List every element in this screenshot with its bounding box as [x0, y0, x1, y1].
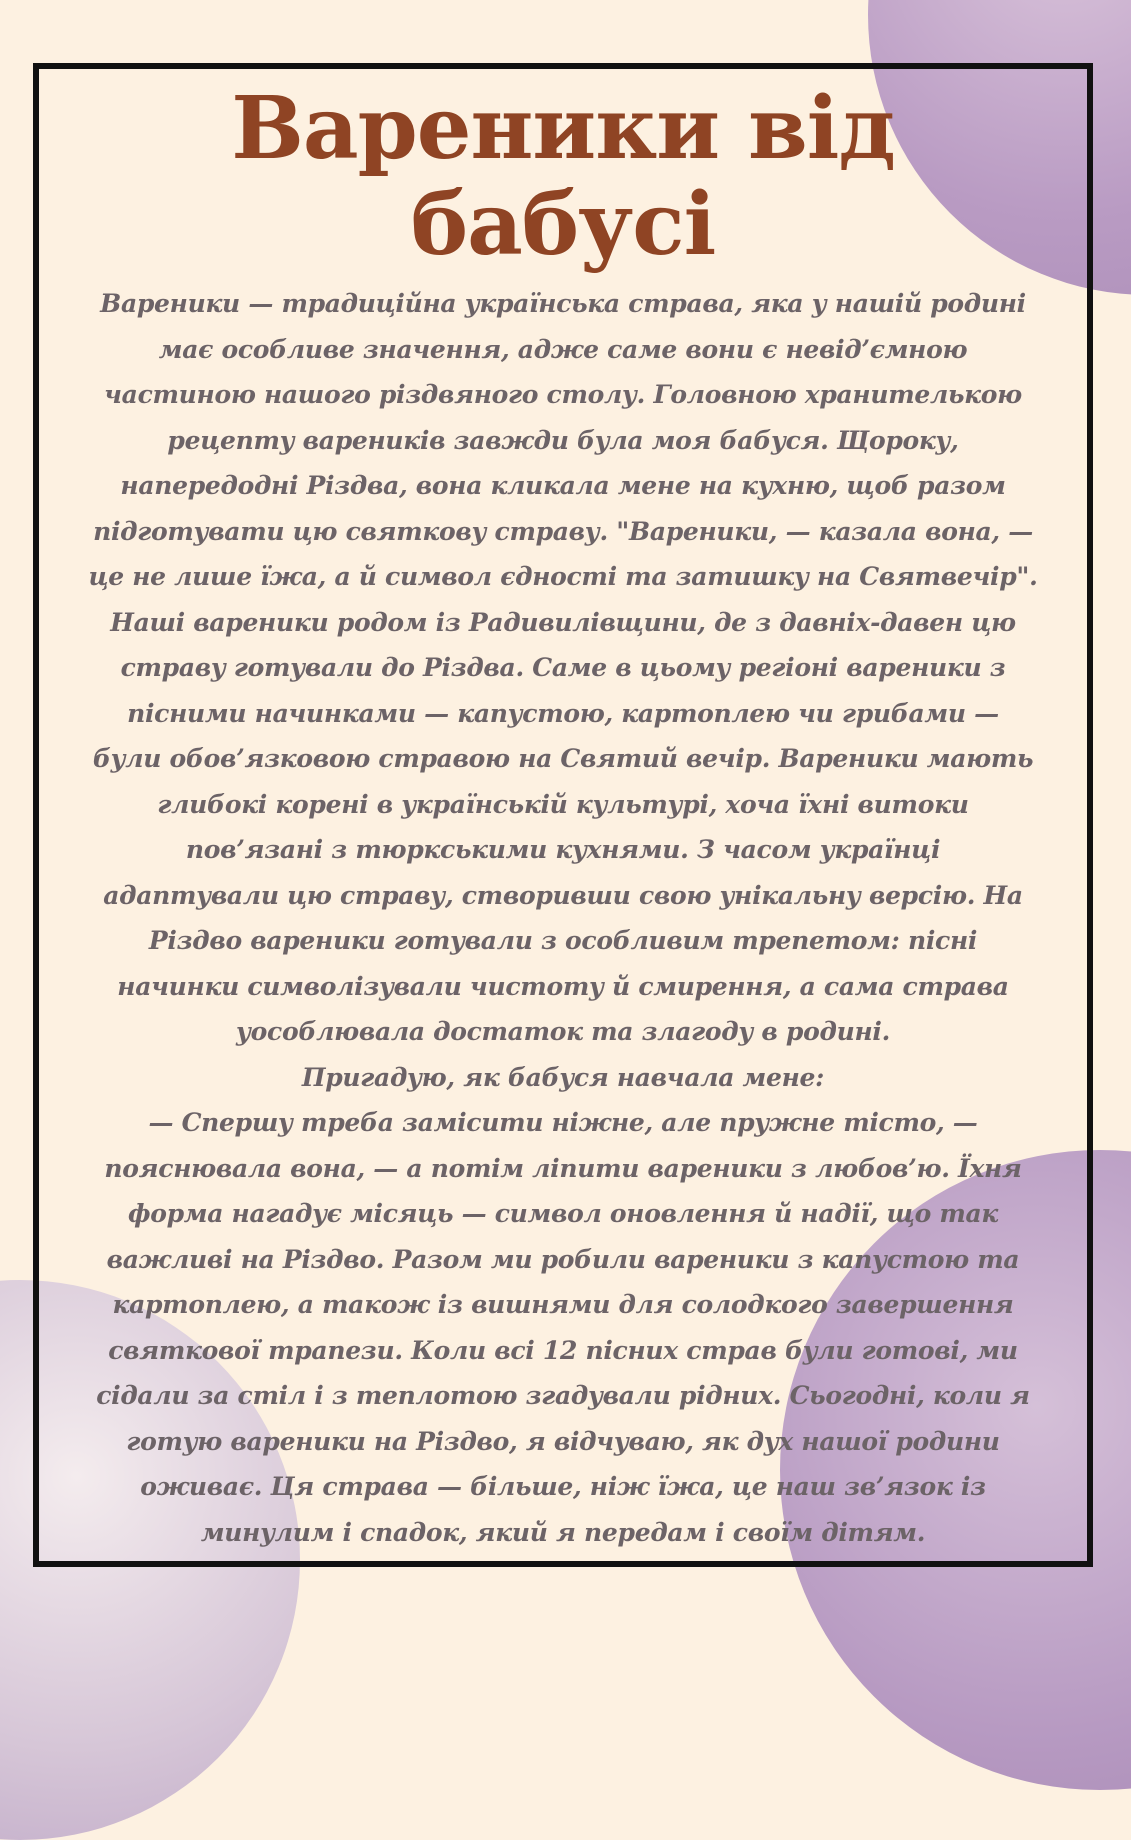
text-line: уособлювала достаток та злагоду в родині.	[236, 1017, 890, 1046]
text-line: глибокі корені в українській культурі, хоча їхні витоки	[157, 789, 969, 819]
text-line: готую вареники на Різдво, я відчуваю, як дух нашої родини	[126, 1426, 1000, 1456]
story-text	[59, 281, 1067, 1555]
text-line: це не лише їжа, а й символ єдності та затишку на Святвечір".	[88, 562, 1038, 591]
text-line: Різдво вареники готували з особливим трепетом: пісні	[148, 926, 978, 955]
text-line: рецепту вареників завжди була моя бабуся. Щороку,	[167, 425, 959, 455]
text-line: напередодні Різдва, вона кликала мене на кухню, щоб разом	[120, 471, 1006, 500]
text-line: — Спершу треба замісити ніжне, але пружне тісто, —	[148, 1108, 978, 1137]
text-line: оживає. Ця страва — більше, ніж їжа, це наш зв’язок із	[140, 1472, 986, 1501]
text-line: святкової трапези. Коли всі 12 пісних страв були готові, ми	[108, 1335, 1018, 1365]
text-line: пояснювала вона, — а потім ліпити вареники з любов’ю. Їхня	[104, 1153, 1022, 1183]
text-line: важливі на Різдво. Разом ми робили вареники з капустою та	[106, 1244, 1020, 1274]
text-line: має особливе значення, адже саме вони є невід’ємною	[158, 334, 968, 364]
title-line: бабусі	[410, 174, 716, 275]
text-line: Наші вареники родом із Радивилівщини, де з давніх-давен цю	[110, 607, 1016, 637]
text-line: пов’язані з тюркськими кухнями. З часом українці	[185, 835, 941, 864]
title-line: Вареники від	[231, 78, 895, 179]
text-line: форма нагадує місяць — символ оновлення й надії, що так	[127, 1199, 999, 1228]
text-line: частиною нашого різдвяного столу. Головною хранителькою	[104, 380, 1022, 409]
text-line: начинки символізували чистоту й смирення, а сама страва	[117, 971, 1009, 1001]
text-line: Вареники — традиційна українська страва, яка у нашій родині	[100, 289, 1026, 318]
text-line: підготувати цю святкову страву. "Вареники, — казала вона, —	[93, 516, 1033, 546]
text-line: картоплею, а також із вишнями для солодкого завершення	[112, 1290, 1014, 1319]
text-line: минулим і спадок, який я передам і своїм дітям.	[200, 1517, 926, 1547]
text-line: Пригадую, як бабуся навчала мене:	[301, 1062, 825, 1092]
text-line: сідали за стіл і з теплотою згадували рідних. Сьогодні, коли я	[96, 1381, 1030, 1410]
content-area	[39, 69, 1087, 1561]
text-line: були обов’язковою стравою на Святий вечір. Вареники мають	[92, 744, 1034, 773]
page-title	[39, 78, 1087, 275]
text-line: адаптували цю страву, створивши свою унікальну версію. На	[103, 880, 1023, 910]
text-line: пісними начинками — капустою, картоплею чи грибами —	[127, 698, 999, 728]
text-line: страву готували до Різдва. Саме в цьому регіоні вареники з	[120, 653, 1006, 682]
